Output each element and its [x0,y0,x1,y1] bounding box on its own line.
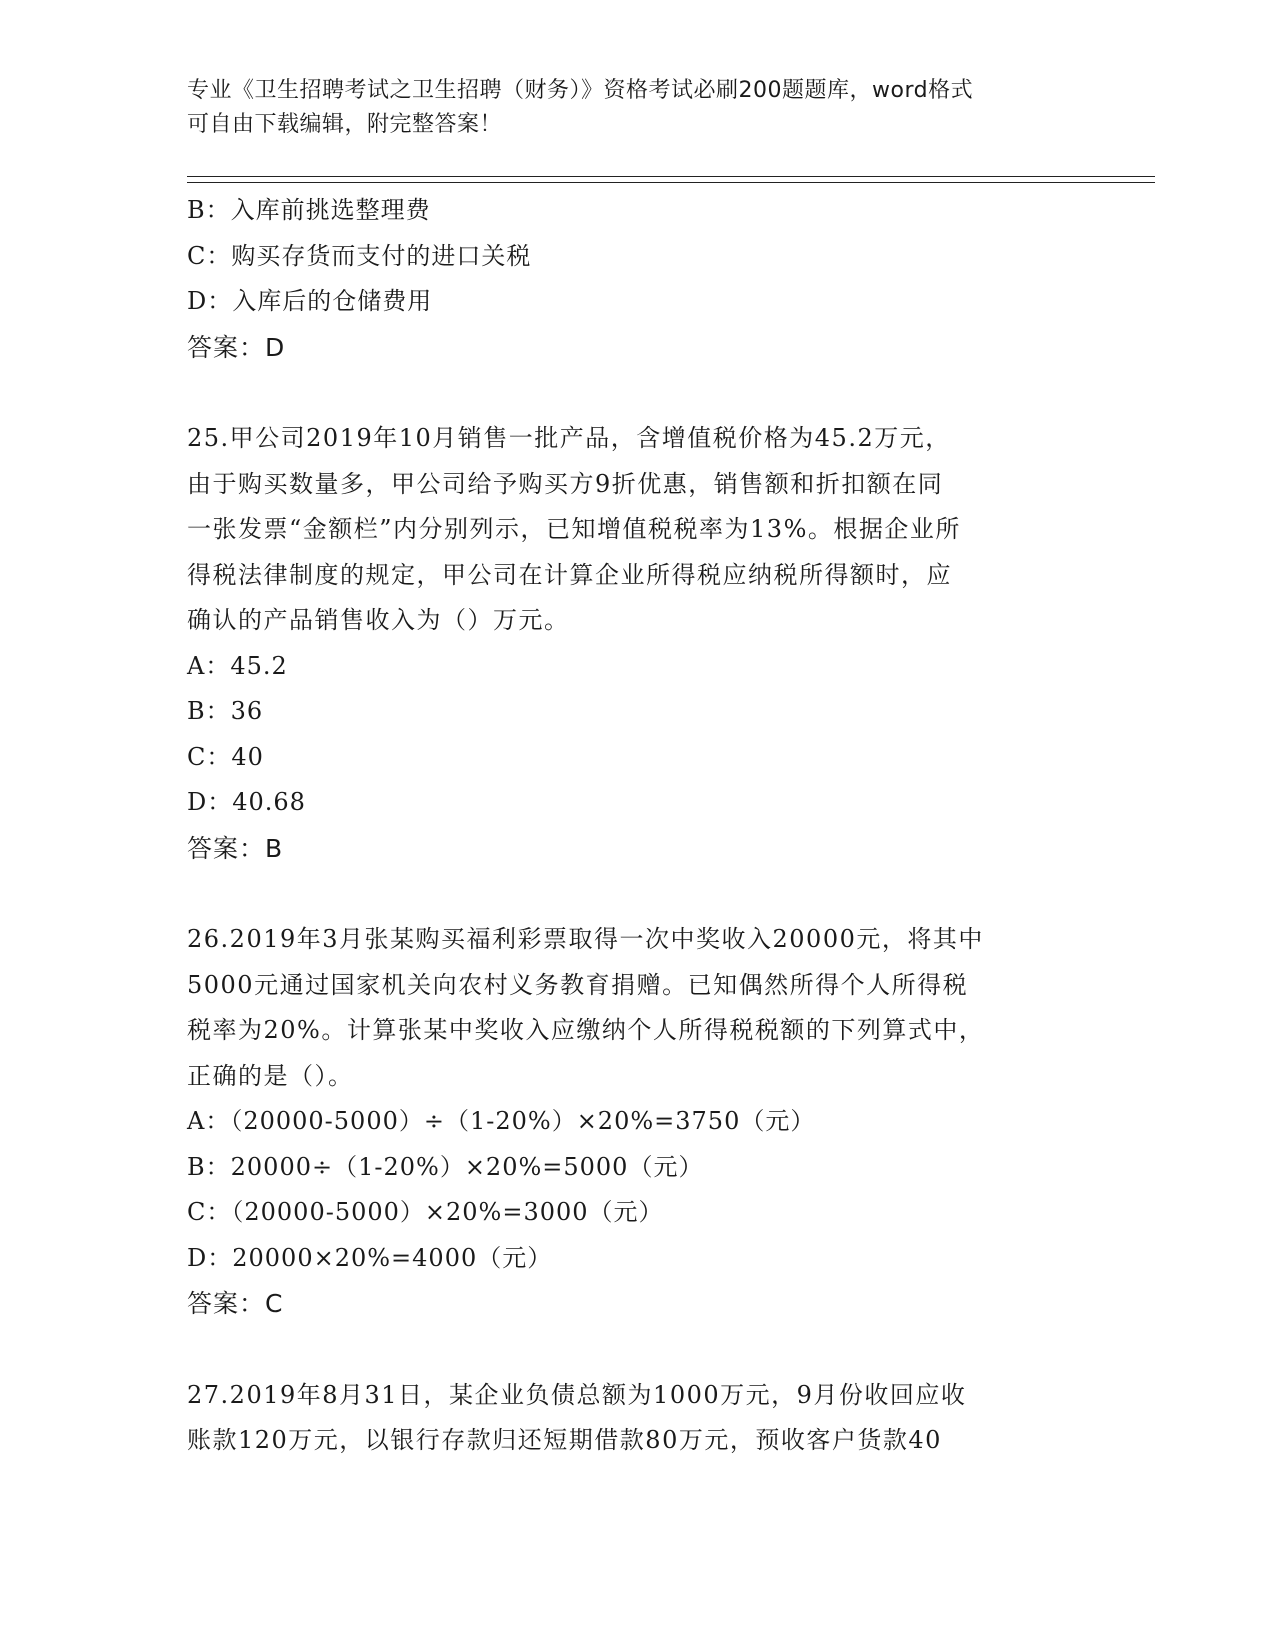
q26-stem [187,917,1087,1099]
q25-stem-line: 由于购买数量多，甲公司给予购买方9折优惠，销售额和折扣额在同 [187,469,944,498]
question-25 [187,416,1087,871]
question-24 [187,188,1087,370]
spacer [187,370,1087,416]
q25-stem-line: 一张发票“金额栏”内分别列示，已知增值税税率为13%。根据企业所 [187,515,961,543]
q25-stem-line: 得税法律制度的规定，甲公司在计算企业所得税应纳税所得额时，应 [187,560,952,589]
q26-stem-line: 5000元通过国家机关向农村义务教育捐赠。已知偶然所得个人所得税 [187,970,969,999]
header-divider-bottom [187,182,1155,183]
document-body [187,188,1087,1464]
q26-option-c: C：（20000-5000）×20%=3000（元） [187,1198,664,1226]
q25-stem [187,416,1087,644]
q27-stem-line: 27.2019年8月31日，某企业负债总额为1000万元，9月份收回应收 [187,1380,967,1409]
question-27 [187,1373,1087,1464]
document-header [187,74,1087,142]
q26-option-d: D：20000×20%=4000（元） [187,1243,553,1272]
q24-option-c: C：购买存货而支付的进口关税 [187,241,532,270]
q24-answer: 答案：D [187,332,286,362]
q25-option-c: C：40 [187,742,264,771]
q27-stem [187,1373,1087,1464]
q26-option-a: A：（20000-5000）÷（1-20%）×20%=3750（元） [187,1107,816,1135]
q24-option-b: B：入库前挑选整理费 [187,196,431,224]
spacer [187,871,1087,917]
q26-answer: 答案：C [187,1289,284,1318]
q26-stem-line: 税率为20%。计算张某中奖收入应缴纳个人所得税税额的下列算式中， [187,1016,985,1044]
question-26 [187,917,1087,1327]
q27-stem-line: 账款120万元，以银行存款归还短期借款80万元，预收客户货款40 [187,1426,942,1454]
q24-option-d: D：入库后的仓储费用 [187,287,433,315]
header-line-1: 专业《卫生招聘考试之卫生招聘（财务）》资格考试必刷200题题库，word格式 [187,78,974,103]
q25-stem-line: 确认的产品销售收入为（）万元。 [187,606,570,634]
spacer [187,1327,1087,1373]
header-line-2: 可自由下载编辑，附完整答案！ [187,112,503,137]
q25-option-a: A：45.2 [187,651,288,680]
q26-stem-line: 正确的是（）。 [187,1061,354,1090]
q25-stem-line: 25.甲公司2019年10月销售一批产品，含增值税价格为45.2万元， [187,424,951,452]
q26-option-b: B：20000÷（1-20%）×20%=5000（元） [187,1152,704,1181]
q25-answer: 答案：B [187,833,284,863]
header-divider-top [187,176,1155,177]
q25-option-d: D：40.68 [187,788,306,816]
q26-stem-line: 26.2019年3月张某购买福利彩票取得一次中奖收入20000元，将其中 [187,925,984,953]
q25-option-b: B：36 [187,697,264,725]
